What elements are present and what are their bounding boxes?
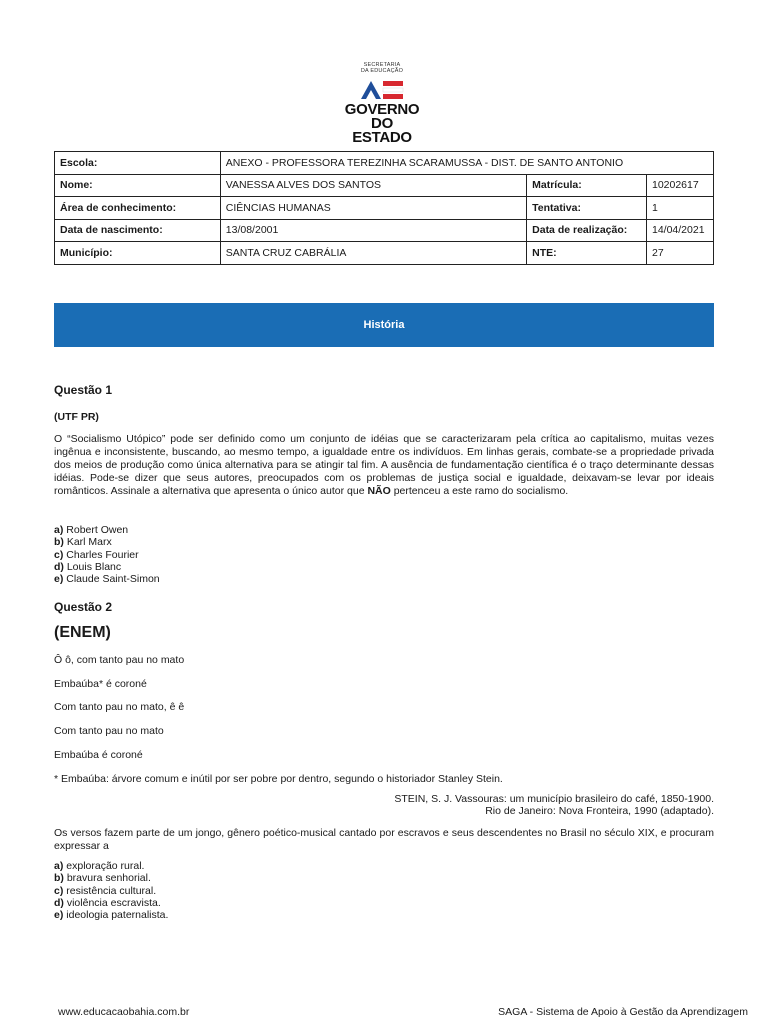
question-2-statement: [54, 827, 714, 853]
realizacao-label: Data de realização:: [527, 219, 647, 242]
municipio-label: Município:: [55, 242, 221, 265]
question-2-heading: Questão 2: [54, 600, 113, 614]
verse-line: Embaúba é coroné: [54, 749, 143, 761]
option-letter: c): [54, 548, 64, 561]
option-text: violência escravista.: [66, 896, 161, 909]
bahia-flag-icon: [359, 77, 405, 101]
escola-label: Escola:: [55, 152, 221, 175]
option-text: exploração rural.: [66, 860, 145, 872]
footnote: * Embaúba: árvore comum e inútil por ser pobre por dentro, segundo o historiador Stanley Stein.: [54, 773, 503, 785]
option-letter: e): [54, 909, 64, 922]
secretaria-text-1: SECRETARIA: [363, 62, 401, 68]
option-text: Karl Marx: [66, 536, 112, 549]
list-item[interactable]: [54, 860, 714, 872]
verse-line: Com tanto pau no mato, ê ê: [54, 701, 185, 713]
option-text: resistência cultural.: [66, 884, 157, 897]
escola-value: ANEXO - PROFESSORA TEREZINHA SCARAMUSSA - DIST. DE SANTO ANTONIO: [220, 152, 713, 175]
question-1-source: [54, 407, 714, 425]
matricula-label: Matrícula:: [527, 174, 647, 197]
question-1-heading: Questão 1: [54, 383, 113, 397]
question-2-text: Os versos fazem parte de um jongo, gênero poético-musical cantado por escravos e seus descendentes no Brasil no século XIX, e procuram expressar a: [54, 827, 714, 852]
citation-line-2: Rio de Janeiro: Nova Fronteira, 1990 (adaptado).: [485, 805, 714, 817]
question-1-options: [54, 524, 714, 585]
student-info-table: [54, 151, 714, 265]
question-1-text-end: pertenceu a este ramo do socialismo.: [393, 485, 569, 497]
verse-line: Ô ô, com tanto pau no mato: [54, 654, 185, 666]
table-row: [55, 174, 714, 197]
question-1-title: [54, 381, 714, 399]
option-letter: a): [54, 860, 64, 872]
area-label: Área de conhecimento:: [55, 197, 221, 220]
municipio-value: SANTA CRUZ CABRÁLIA: [220, 242, 526, 265]
question-2-options: [54, 860, 714, 921]
realizacao-value: 14/04/2021: [646, 219, 713, 242]
nome-value: VANESSA ALVES DOS SANTOS: [220, 174, 526, 197]
question-1-source-text: (UTF PR): [54, 411, 99, 423]
area-value: CIÊNCIAS HUMANAS: [220, 197, 526, 220]
nome-label: Nome:: [55, 174, 221, 197]
option-letter: c): [54, 884, 64, 897]
question-1-text: O “Socialismo Utópico” pode ser definido como um conjunto de idéias que se caracterizaram pela crítica ao capitalismo, muitas vezes ingênua e inconsistente, buscando, ao mesmo tempo, a igualdade entre os indivíduos. Em linhas gerais, combate-se a propriedade privada dos meios de produção como única alternativa para se atingir tal fim. A ausência de fundamentação científica é o traço determinante dessas idéias. Pode-se dizer que seus autores, preocupados com os problemas de justiça social e igualdade, deixavam-se levar por ideais românticos. Assinale a alternativa que apresenta o único autor que: [54, 433, 714, 497]
footer-website-link[interactable]: www.educacaobahia.com.br: [58, 1006, 190, 1018]
list-item[interactable]: [54, 909, 714, 921]
table-row: [55, 197, 714, 220]
table-row: [55, 152, 714, 175]
question-2-source-text: (ENEM): [54, 624, 111, 641]
option-letter: d): [54, 896, 64, 909]
option-text: Louis Blanc: [66, 560, 122, 573]
do-estado-text: DO ESTADO: [352, 115, 412, 146]
tentativa-label: Tentativa:: [527, 197, 647, 220]
governo-text: GOVERNO: [344, 101, 420, 118]
question-1-emphasis: NÃO: [367, 485, 391, 497]
list-item[interactable]: [54, 561, 714, 573]
subject-title: História: [363, 319, 405, 331]
option-text: Robert Owen: [66, 524, 129, 536]
question-2-source: [54, 624, 714, 642]
nte-value: 27: [646, 242, 713, 265]
question-2-title: [54, 598, 714, 616]
option-letter: b): [54, 872, 64, 885]
option-letter: d): [54, 560, 64, 573]
list-item[interactable]: [54, 549, 714, 561]
option-letter: a): [54, 524, 64, 536]
footer-system-name: SAGA - Sistema de Apoio à Gestão da Aprendizagem: [498, 1006, 748, 1018]
nascimento-label: Data de nascimento:: [55, 219, 221, 242]
table-row: [55, 242, 714, 265]
verse-line: Com tanto pau no mato: [54, 725, 164, 737]
governo-logo: [340, 62, 424, 146]
table-row: [55, 219, 714, 242]
list-item[interactable]: [54, 885, 714, 897]
option-letter: b): [54, 536, 64, 549]
option-text: ideologia paternalista.: [66, 909, 169, 922]
list-item[interactable]: [54, 897, 714, 909]
matricula-value: 10202617: [646, 174, 713, 197]
option-letter: e): [54, 573, 64, 586]
verse-line: Embaúba* é coroné: [54, 678, 147, 690]
list-item[interactable]: [54, 872, 714, 884]
subject-banner: [54, 303, 714, 347]
secretaria-text-2: DA EDUCAÇÃO: [360, 68, 404, 74]
nte-label: NTE:: [527, 242, 647, 265]
option-text: Charles Fourier: [66, 548, 139, 561]
nascimento-value: 13/08/2001: [220, 219, 526, 242]
option-text: bravura senhorial.: [66, 872, 151, 885]
list-item[interactable]: [54, 573, 714, 585]
option-text: Claude Saint-Simon: [66, 573, 160, 586]
question-1-statement: [54, 433, 714, 498]
tentativa-value: 1: [646, 197, 713, 220]
list-item[interactable]: [54, 524, 714, 536]
list-item[interactable]: [54, 536, 714, 548]
citation-line-1: STEIN, S. J. Vassouras: um município brasileiro do café, 1850-1900.: [394, 793, 714, 805]
citation: [394, 793, 714, 817]
